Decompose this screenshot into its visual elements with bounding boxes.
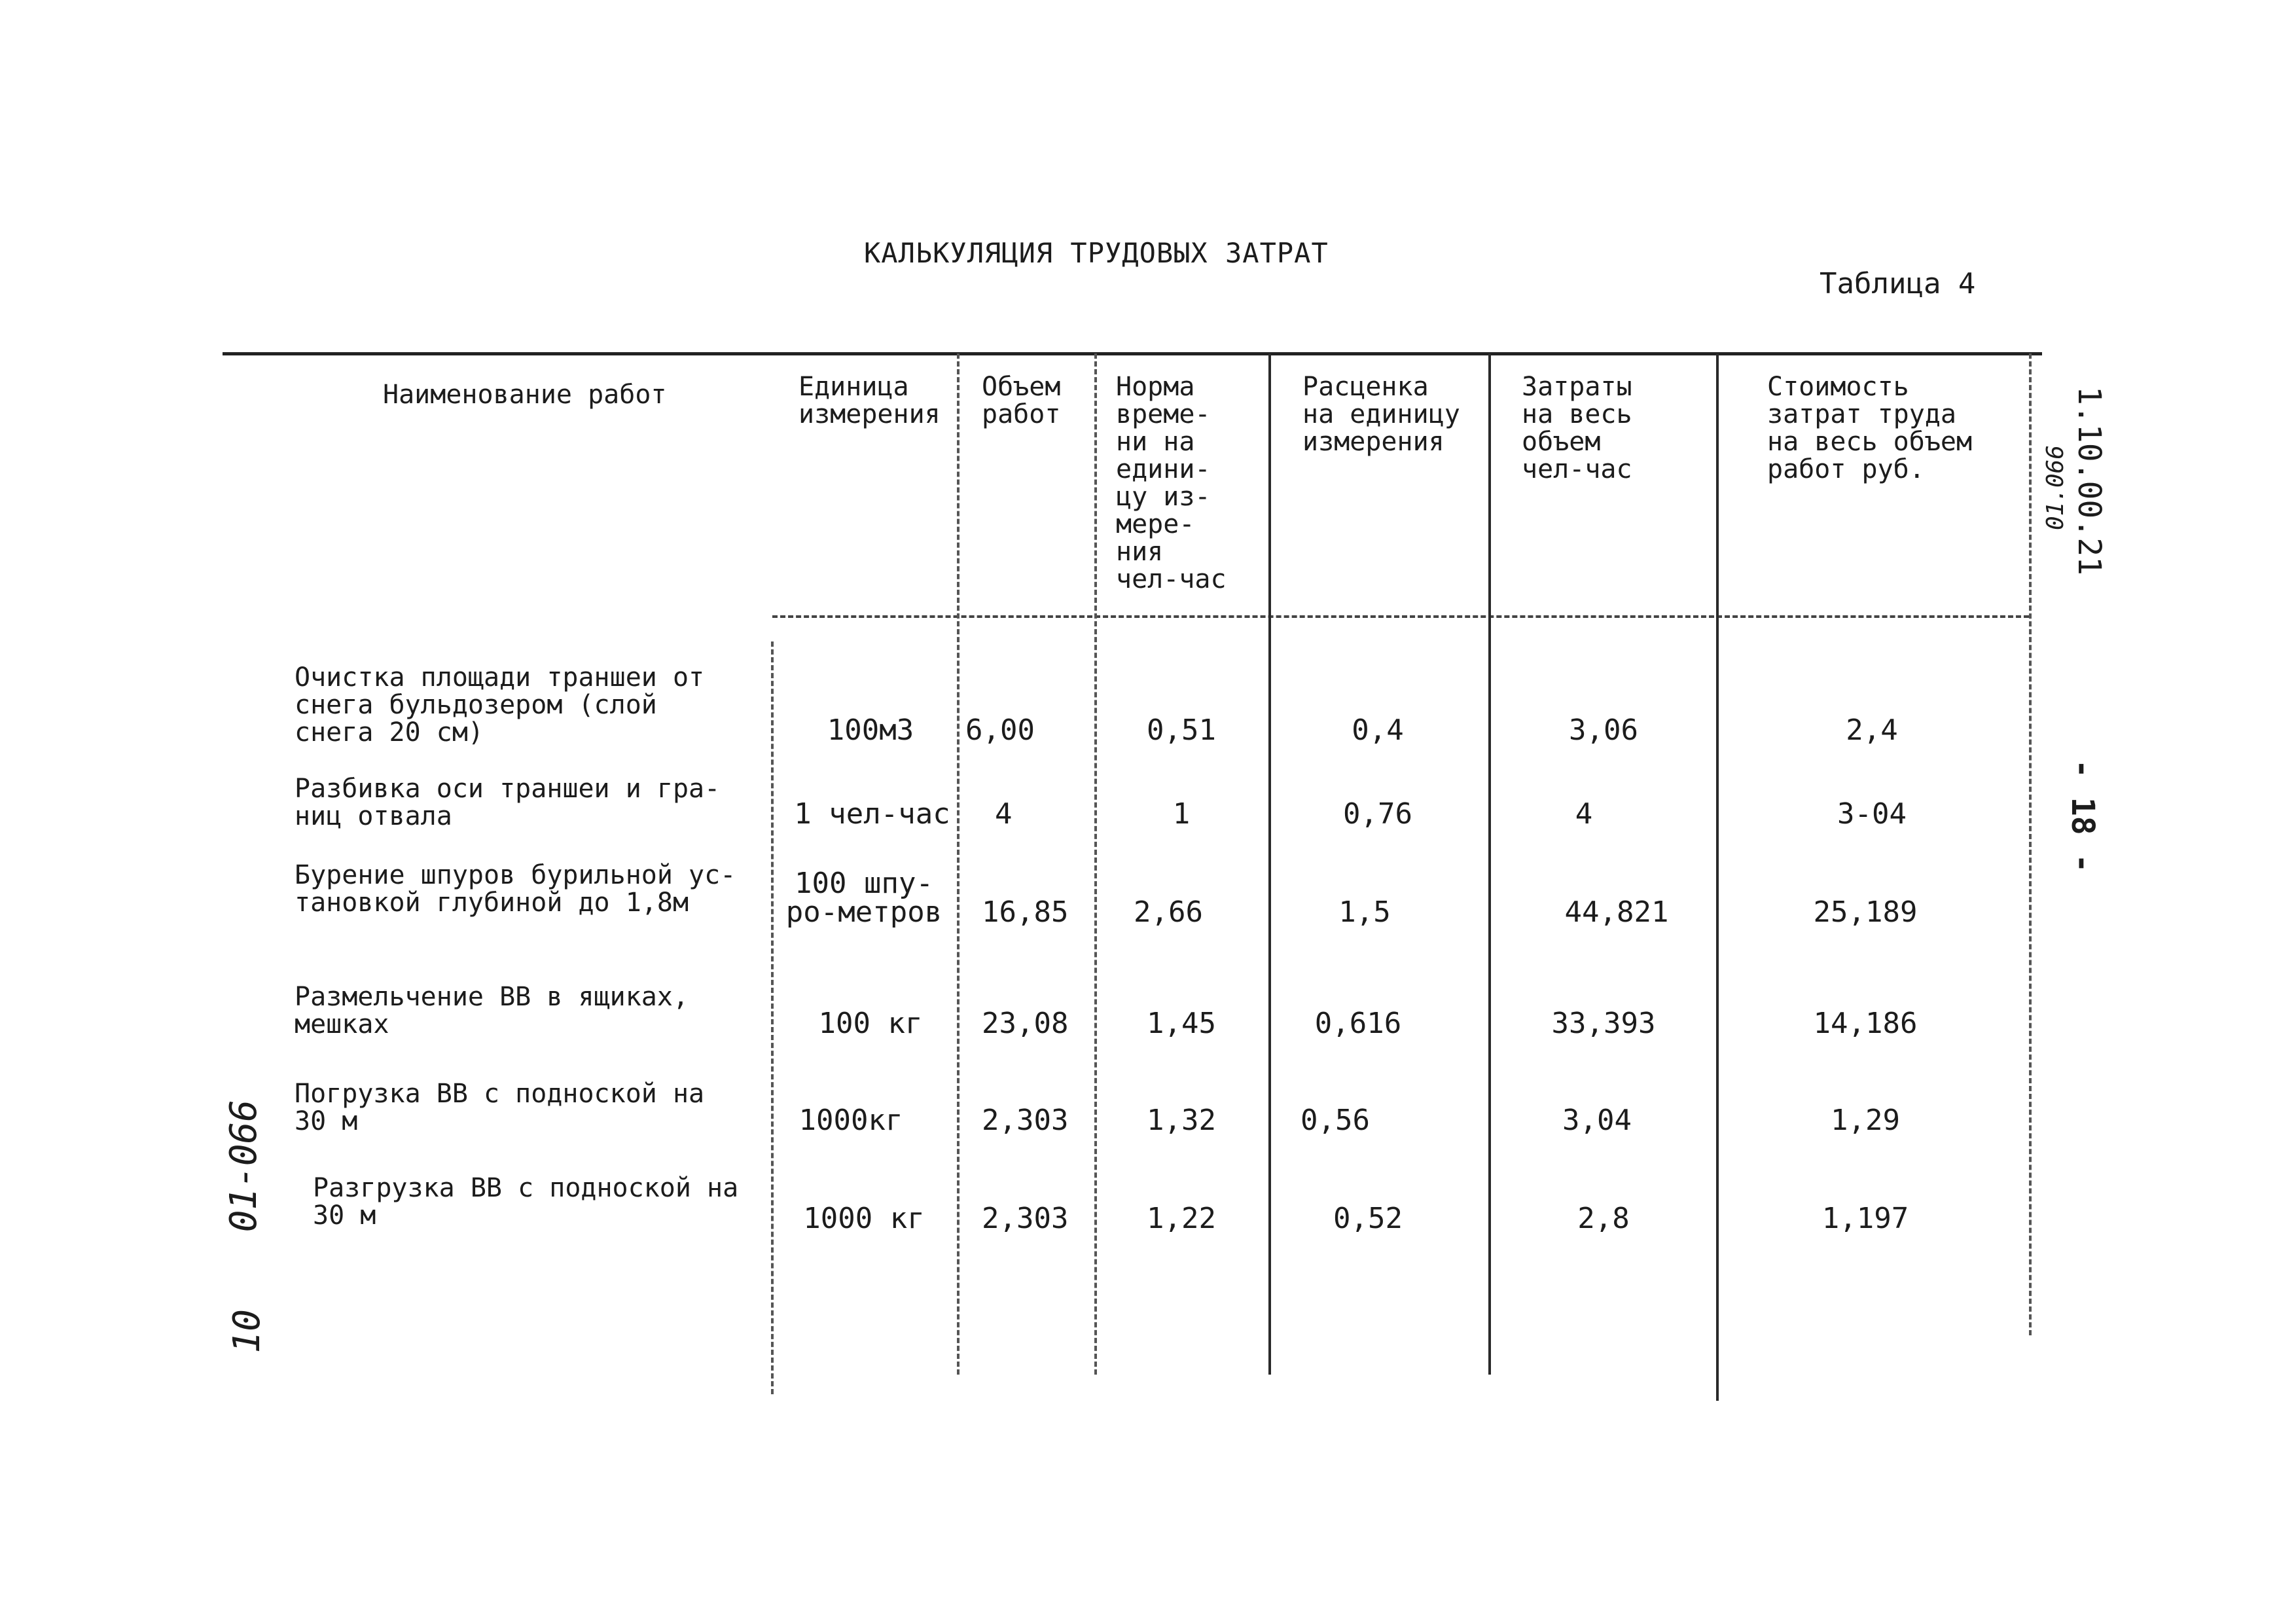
table-number: Таблица 4	[1820, 267, 1976, 300]
row-labor-total: 4	[1575, 797, 1593, 831]
row-time-norm: 1,45	[1147, 1007, 1216, 1040]
row-cost-total: 1,197	[1821, 1202, 1909, 1235]
handwritten-note-code: 01-066	[223, 1100, 265, 1233]
row-work-name: Очистка площади траншеи от снега бульдозером (слой снега 20 см)	[295, 662, 705, 748]
row-time-norm: 1	[1172, 797, 1191, 831]
header-work-name: Наименование работ	[383, 380, 667, 410]
column-divider	[1488, 353, 1491, 1375]
row-labor-total: 44,821	[1564, 895, 1669, 929]
header-labor-total: Затраты на весь объем чел-час	[1522, 372, 1632, 484]
row-work-name: Размельчение ВВ в ящиках, мешках	[295, 982, 689, 1039]
row-cost-total: 1,29	[1831, 1104, 1900, 1137]
row-labor-total: 33,393	[1551, 1007, 1656, 1040]
row-rate: 0,56	[1300, 1104, 1370, 1137]
column-divider	[2029, 353, 2032, 1335]
column-divider	[1716, 353, 1719, 1401]
row-unit: 100м3	[827, 713, 914, 747]
row-unit: 100 шпу- ро-метров	[785, 867, 942, 929]
column-divider	[771, 641, 774, 1394]
row-unit: 1000 кг	[803, 1202, 925, 1235]
side-code-secondary: 01.066	[2042, 445, 2069, 531]
row-volume: 16,85	[982, 895, 1069, 929]
row-unit: 100 кг	[818, 1007, 923, 1040]
page-number: - 18 -	[2064, 759, 2101, 873]
row-volume: 4	[995, 797, 1013, 831]
row-volume: 6,00	[965, 713, 1035, 747]
header-time-norm: Норма време- ни на едини- цу из- мере- ния чел-час	[1116, 372, 1227, 594]
row-volume: 2,303	[982, 1202, 1069, 1235]
column-divider	[957, 353, 960, 1375]
row-volume: 23,08	[982, 1007, 1069, 1040]
row-rate: 0,616	[1314, 1007, 1402, 1040]
row-labor-total: 3,04	[1562, 1104, 1632, 1137]
row-rate: 0,4	[1352, 713, 1404, 747]
header-volume: Объем работ	[982, 372, 1061, 429]
header-cost-total: Стоимость затрат труда на весь объем работ руб.	[1767, 372, 1973, 484]
column-divider	[1094, 353, 1097, 1375]
row-volume: 2,303	[982, 1104, 1069, 1137]
document-title: КАЛЬКУЛЯЦИЯ ТРУДОВЫХ ЗАТРАТ	[864, 237, 1329, 269]
row-rate: 1,5	[1338, 895, 1391, 929]
row-cost-total: 25,189	[1813, 895, 1918, 929]
side-code: 1.10.00.21	[2071, 386, 2108, 575]
row-cost-total: 3-04	[1837, 797, 1907, 831]
row-unit: 1 чел-час	[794, 797, 950, 831]
row-unit: 1000кг	[798, 1104, 903, 1137]
row-time-norm: 2,66	[1134, 895, 1203, 929]
row-work-name: Разгрузка ВВ с подноской на 30 м	[313, 1173, 739, 1231]
row-cost-total: 14,186	[1813, 1007, 1918, 1040]
row-work-name: Бурение шпуров бурильной ус- тановкой глубиной до 1,8м	[295, 860, 736, 918]
header-unit: Единица измерения	[798, 372, 941, 429]
row-work-name: Погрузка ВВ с подноской на 30 м	[295, 1079, 705, 1136]
table-top-rule	[223, 352, 2042, 355]
header-rate: Расценка на единицу измерения	[1302, 372, 1460, 457]
row-time-norm: 1,22	[1147, 1202, 1216, 1235]
handwritten-note-number: 10	[226, 1309, 268, 1354]
row-rate: 0,52	[1333, 1202, 1403, 1235]
row-work-name: Разбивка оси траншеи и гра- ниц отвала	[295, 774, 721, 831]
row-cost-total: 2,4	[1846, 713, 1898, 747]
row-rate: 0,76	[1343, 797, 1412, 831]
row-time-norm: 1,32	[1147, 1104, 1216, 1137]
row-time-norm: 0,51	[1147, 713, 1216, 747]
row-labor-total: 2,8	[1577, 1202, 1630, 1235]
row-labor-total: 3,06	[1569, 713, 1638, 747]
header-bottom-rule	[772, 615, 2029, 618]
